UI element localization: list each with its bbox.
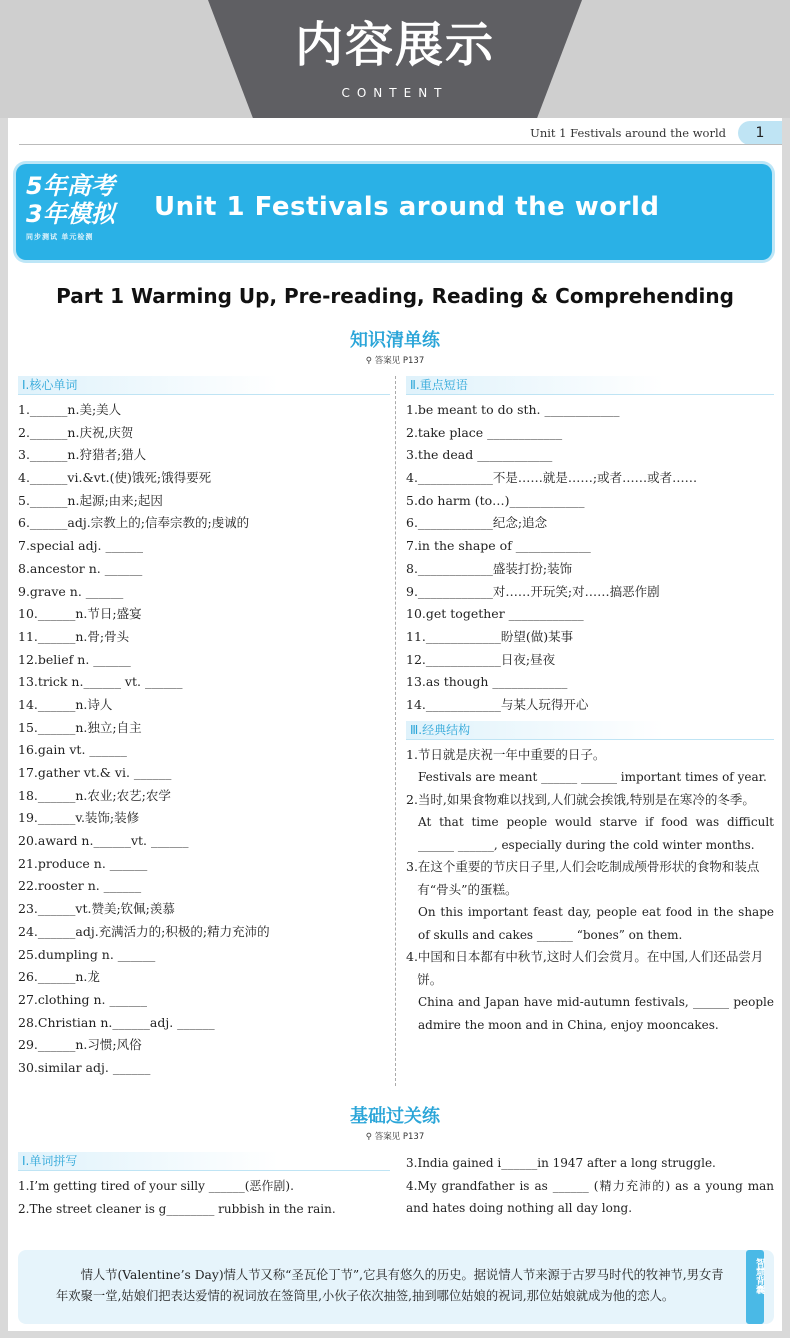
phrase-item: 2.take place ____________ <box>406 424 563 440</box>
column-divider <box>395 376 396 1086</box>
vocab-item: 18.______n.农业;农艺;农学 <box>18 787 171 803</box>
phrase-item: 1.be meant to do sth. ____________ <box>406 402 620 417</box>
spelling-item: 2.The street cleaner is g________ rubbish in the rain. <box>18 1201 336 1216</box>
document-page <box>8 118 782 1331</box>
vocab-list <box>18 399 390 1080</box>
logo-line-1: 5年高考 <box>26 172 115 200</box>
structure-chinese: 1.节日就是庆祝一年中重要的日子。 <box>406 746 606 762</box>
book-logo <box>26 172 140 248</box>
vocab-item: 28.Christian n.______adj. ______ <box>18 1014 215 1030</box>
structure-english: On this important feast day, people eat food in the shape of skulls and cakes ______ “bones” on them. <box>418 905 774 942</box>
vocab-item: 14.______n.诗人 <box>18 696 113 712</box>
vocab-item: 10.______n.节日;盛宴 <box>18 606 142 622</box>
structure-chinese: 4.中国和日本都有中秋节,这时人们会赏月。在中国,人们还品尝月饼。 <box>406 949 764 987</box>
logo-tagline: 同步测试 单元检测 <box>26 233 94 241</box>
phrase-item: 5.do harm (to…)____________ <box>406 492 585 508</box>
phrase-item: 13.as though ____________ <box>406 674 568 690</box>
spelling-item: 1.I’m getting tired of your silly ______(恶作剧). <box>18 1179 294 1193</box>
vocab-item: 12.belief n. ______ <box>18 651 131 667</box>
spelling-item: 3.India gained i______in 1947 after a long struggle. <box>406 1156 716 1170</box>
header-rule <box>19 144 782 145</box>
vocab-item: 5.______n.起源;由来;起因 <box>18 492 163 508</box>
structures-heading: Ⅲ.经典结构 <box>406 721 774 740</box>
spelling-heading: Ⅰ.单词拼写 <box>18 1152 390 1171</box>
vocab-item: 27.clothing n. ______ <box>18 991 147 1007</box>
phrase-item: 10.get together ____________ <box>406 606 584 622</box>
answer-note-text: 答案见 P137 <box>374 356 425 366</box>
vocab-item: 26.______n.龙 <box>18 969 100 985</box>
spelling-item: 4.My grandfather is as ______ (精力充沛的) as a young man and hates doing nothing all day long. <box>406 1178 774 1216</box>
phrase-item: 11.____________盼望(做)某事 <box>406 628 574 644</box>
vocab-item: 19.______v.装饰;装修 <box>18 810 140 826</box>
search-icon: ⚲ <box>365 1132 372 1142</box>
tip-text: 情人节(Valentine’s Day)情人节又称“圣瓦伦丁节”,它具有悠久的历史。据说情人节来源于古罗马时代的牧神节,男女青年欢聚一堂,姑娘们把表达爱情的祝词放在签筒里,小伙子依次抽签,抽到哪位姑娘的祝词,那位姑娘就成为他的恋人。 <box>56 1268 724 1303</box>
vocab-item: 9.grave n. ______ <box>18 583 124 599</box>
answer-note <box>8 354 782 366</box>
vocab-item: 29.______n.习惯;风俗 <box>18 1037 142 1053</box>
phrase-item: 4.____________不是……就是……;或者……或者…… <box>406 470 698 486</box>
vocab-item: 2.______n.庆祝,庆贺 <box>18 424 134 440</box>
vocab-item: 13.trick n.______ vt. ______ <box>18 674 183 690</box>
part-title: Part 1 Warming Up, Pre-reading, Reading & Comprehending <box>56 284 734 308</box>
tip-tab-label: 智慧背囊 <box>754 1258 764 1294</box>
vocab-item: 25.dumpling n. ______ <box>18 946 156 962</box>
section-title-knowledge: 知识清单练 <box>350 330 440 351</box>
section-title-basic: 基础过关练 <box>350 1106 440 1127</box>
vocab-column <box>18 376 390 1080</box>
banner-subtitle: CONTENT <box>341 86 449 100</box>
structure-list <box>406 744 774 1037</box>
structure-english: Festivals are meant ______ ______ important times of year. <box>418 770 767 785</box>
vocab-item: 17.gather vt.& vi. ______ <box>18 765 172 780</box>
structure-english: At that time people would starve if food was difficult ______ ______, especially during the cold winter months. <box>418 815 774 852</box>
search-icon: ⚲ <box>365 356 372 366</box>
vocab-item: 30.similar adj. ______ <box>18 1059 151 1075</box>
vocab-item: 15.______n.独立;自主 <box>18 719 142 735</box>
vocab-heading: Ⅰ.核心单词 <box>18 376 390 395</box>
banner-title: 内容展示 <box>294 17 495 73</box>
content-banner <box>0 0 790 118</box>
answer-note-text: 答案见 P137 <box>374 1132 425 1142</box>
phrases-heading: Ⅱ.重点短语 <box>406 376 774 395</box>
running-header: Unit 1 Festivals around the world <box>530 126 726 140</box>
vocab-item: 21.produce n. ______ <box>18 855 148 871</box>
structure-english: China and Japan have mid-autumn festivals, ______ people admire the moon and in China, enjoy mooncakes. <box>418 995 774 1032</box>
spelling-right <box>406 1152 774 1220</box>
phrase-item: 8.____________盛装打扮;装饰 <box>406 560 573 576</box>
structure-chinese: 2.当时,如果食物难以找到,人们就会挨饿,特别是在寒冷的冬季。 <box>406 791 755 807</box>
vocab-item: 23.______vt.赞美;钦佩;羡慕 <box>18 901 175 917</box>
vocab-item: 1.______n.美;美人 <box>18 402 122 417</box>
vocab-item: 3.______n.狩猎者;猎人 <box>18 447 147 463</box>
vocab-item: 16.gain vt. ______ <box>18 742 127 758</box>
answer-note <box>8 1130 782 1142</box>
phrase-item: 3.the dead ____________ <box>406 447 553 463</box>
phrase-item: 6.____________纪念;追念 <box>406 515 548 531</box>
tip-box <box>18 1250 774 1324</box>
phrase-item: 7.in the shape of ____________ <box>406 538 591 554</box>
vocab-item: 7.special adj. ______ <box>18 538 143 554</box>
phrase-item: 14.____________与某人玩得开心 <box>406 696 589 712</box>
page-number: 1 <box>738 121 782 145</box>
vocab-item: 8.ancestor n. ______ <box>18 560 143 576</box>
vocab-item: 6.______adj.宗教上的;信奉宗教的;虔诚的 <box>18 515 250 531</box>
structure-chinese: 3.在这个重要的节庆日子里,人们会吃制成颅骨形状的食物和装点有“骨头”的蛋糕。 <box>406 859 760 897</box>
unit-title: Unit 1 Festivals around the world <box>154 192 660 222</box>
vocab-item: 4.______vi.&vt.(使)饿死;饿得要死 <box>18 470 212 486</box>
unit-banner <box>16 164 772 260</box>
vocab-item: 24.______adj.充满活力的;积极的;精力充沛的 <box>18 923 270 939</box>
logo-line-2: 3年模拟 <box>26 200 115 228</box>
phrase-list <box>406 399 774 717</box>
phrase-item: 9.____________对……开玩笑;对……搞恶作剧 <box>406 583 660 599</box>
vocab-item: 20.award n.______vt. ______ <box>18 833 189 849</box>
phrase-item: 12.____________日夜;昼夜 <box>406 651 556 667</box>
vocab-item: 22.rooster n. ______ <box>18 878 142 894</box>
phrases-column <box>406 376 774 1036</box>
vocab-item: 11.______n.骨;骨头 <box>18 628 130 644</box>
spelling-left <box>18 1152 390 1220</box>
